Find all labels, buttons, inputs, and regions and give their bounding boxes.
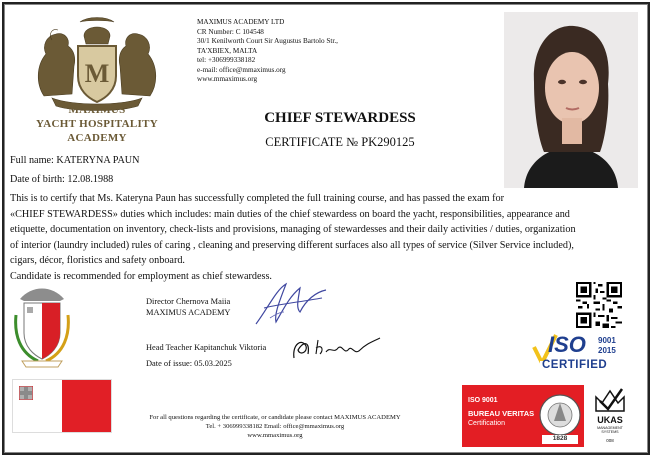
bv-name: BUREAU VERITAS xyxy=(468,409,535,418)
body-line: of interior (laundry included) rules of caring , cleaning and preserving different surfaces also all types of service (Silver Service included), xyxy=(10,239,574,251)
company-address2: TA'XBIEX, MALTA xyxy=(197,46,258,55)
holder-dob: Date of birth: 12.08.1988 xyxy=(10,174,114,185)
holder-photo xyxy=(504,12,638,188)
iso-certified-label: CERTIFIED xyxy=(542,359,608,371)
malta-flag-icon xyxy=(12,379,112,433)
iso-certified-badge xyxy=(530,333,630,373)
director-org: MAXIMUS ACADEMY xyxy=(146,308,231,317)
bv-iso: ISO 9001 xyxy=(468,397,498,404)
body-line: etiquette, documentation on inventory, check-lists and provisions, managing of stewardesses and their daily activities / duties, organization xyxy=(10,224,576,236)
academy-name-line1: MAXIMUS xyxy=(68,104,126,116)
certificate-footer xyxy=(100,414,450,440)
qr-code-icon xyxy=(576,282,622,328)
iso-code: 9001 xyxy=(598,336,616,345)
ukas-sub xyxy=(588,426,632,434)
body-line: Candidate is recommended for employment as chief stewardess. xyxy=(10,270,272,282)
company-cr: CR Number: C 104548 xyxy=(197,27,264,36)
bureau-veritas-badge xyxy=(462,385,584,447)
bv-year: 1828 xyxy=(552,435,568,442)
holder-full-name: Full name: KATERYNA PAUN xyxy=(10,155,140,166)
footer-line2: Tel. + 306999338182 Email: office@mmaximus.org xyxy=(205,422,345,430)
certificate-number: CERTIFICATE № PK290125 xyxy=(265,135,415,149)
body-line: This is to certify that Ms. Kateryna Paun has successfully completed the full training course, and has passed the exam for xyxy=(10,193,504,204)
iso-year: 2015 xyxy=(598,346,616,355)
iso-label: ISO xyxy=(548,332,586,357)
footer-line1: For all questions regarding the certificate, or candidate please contact MAXIMUS ACADEMY xyxy=(149,414,401,421)
ukas-crown-tick-icon xyxy=(592,385,628,415)
issue-date: Date of issue: 05.03.2025 xyxy=(146,359,232,368)
certificate-title: CHIEF STEWARDESS xyxy=(264,110,416,126)
company-name: MAXIMUS ACADEMY LTD xyxy=(197,18,285,26)
company-address1: 30/1 Kenilworth Court Sir Augustus Bartolo Str., xyxy=(197,37,338,45)
body-line: «CHIEF STEWARDESS» duties which includes: main duties of the chief stewardess on board the yacht, responsibilities, appearance and xyxy=(10,208,570,220)
company-tel: tel: +306999338182 xyxy=(197,56,256,64)
malta-coat-of-arms-icon xyxy=(14,285,70,369)
director-signature-image xyxy=(250,278,330,330)
bv-sub: Certification xyxy=(468,420,505,427)
head-teacher-signature-image xyxy=(288,330,384,364)
george-cross-icon xyxy=(19,386,33,400)
ukas-name: UKAS xyxy=(597,415,623,425)
director-label: Director Chernova Maiia xyxy=(146,297,231,306)
body-line: cigars, décor, floristics and safety onboard. xyxy=(10,255,185,267)
ukas-code: 008 xyxy=(606,438,614,443)
ukas-sub1: MANAGEMENT xyxy=(597,426,623,430)
academy-name xyxy=(22,103,172,145)
company-email: e-mail: office@mmaximus.org xyxy=(197,65,286,74)
company-web: www.mmaximus.org xyxy=(197,75,258,83)
head-teacher-label: Head Teacher Kapitanchuk Viktoria xyxy=(146,343,267,352)
ukas-sub2: SYSTEMS xyxy=(601,430,619,435)
company-info xyxy=(197,18,338,85)
ukas-badge xyxy=(588,385,632,447)
footer-line3: www.mmaximus.org xyxy=(247,431,303,439)
crest-letter: M xyxy=(84,59,110,88)
academy-name-line2: YACHT HOSPITALITY ACADEMY xyxy=(36,118,158,144)
certificate-body xyxy=(10,191,638,285)
